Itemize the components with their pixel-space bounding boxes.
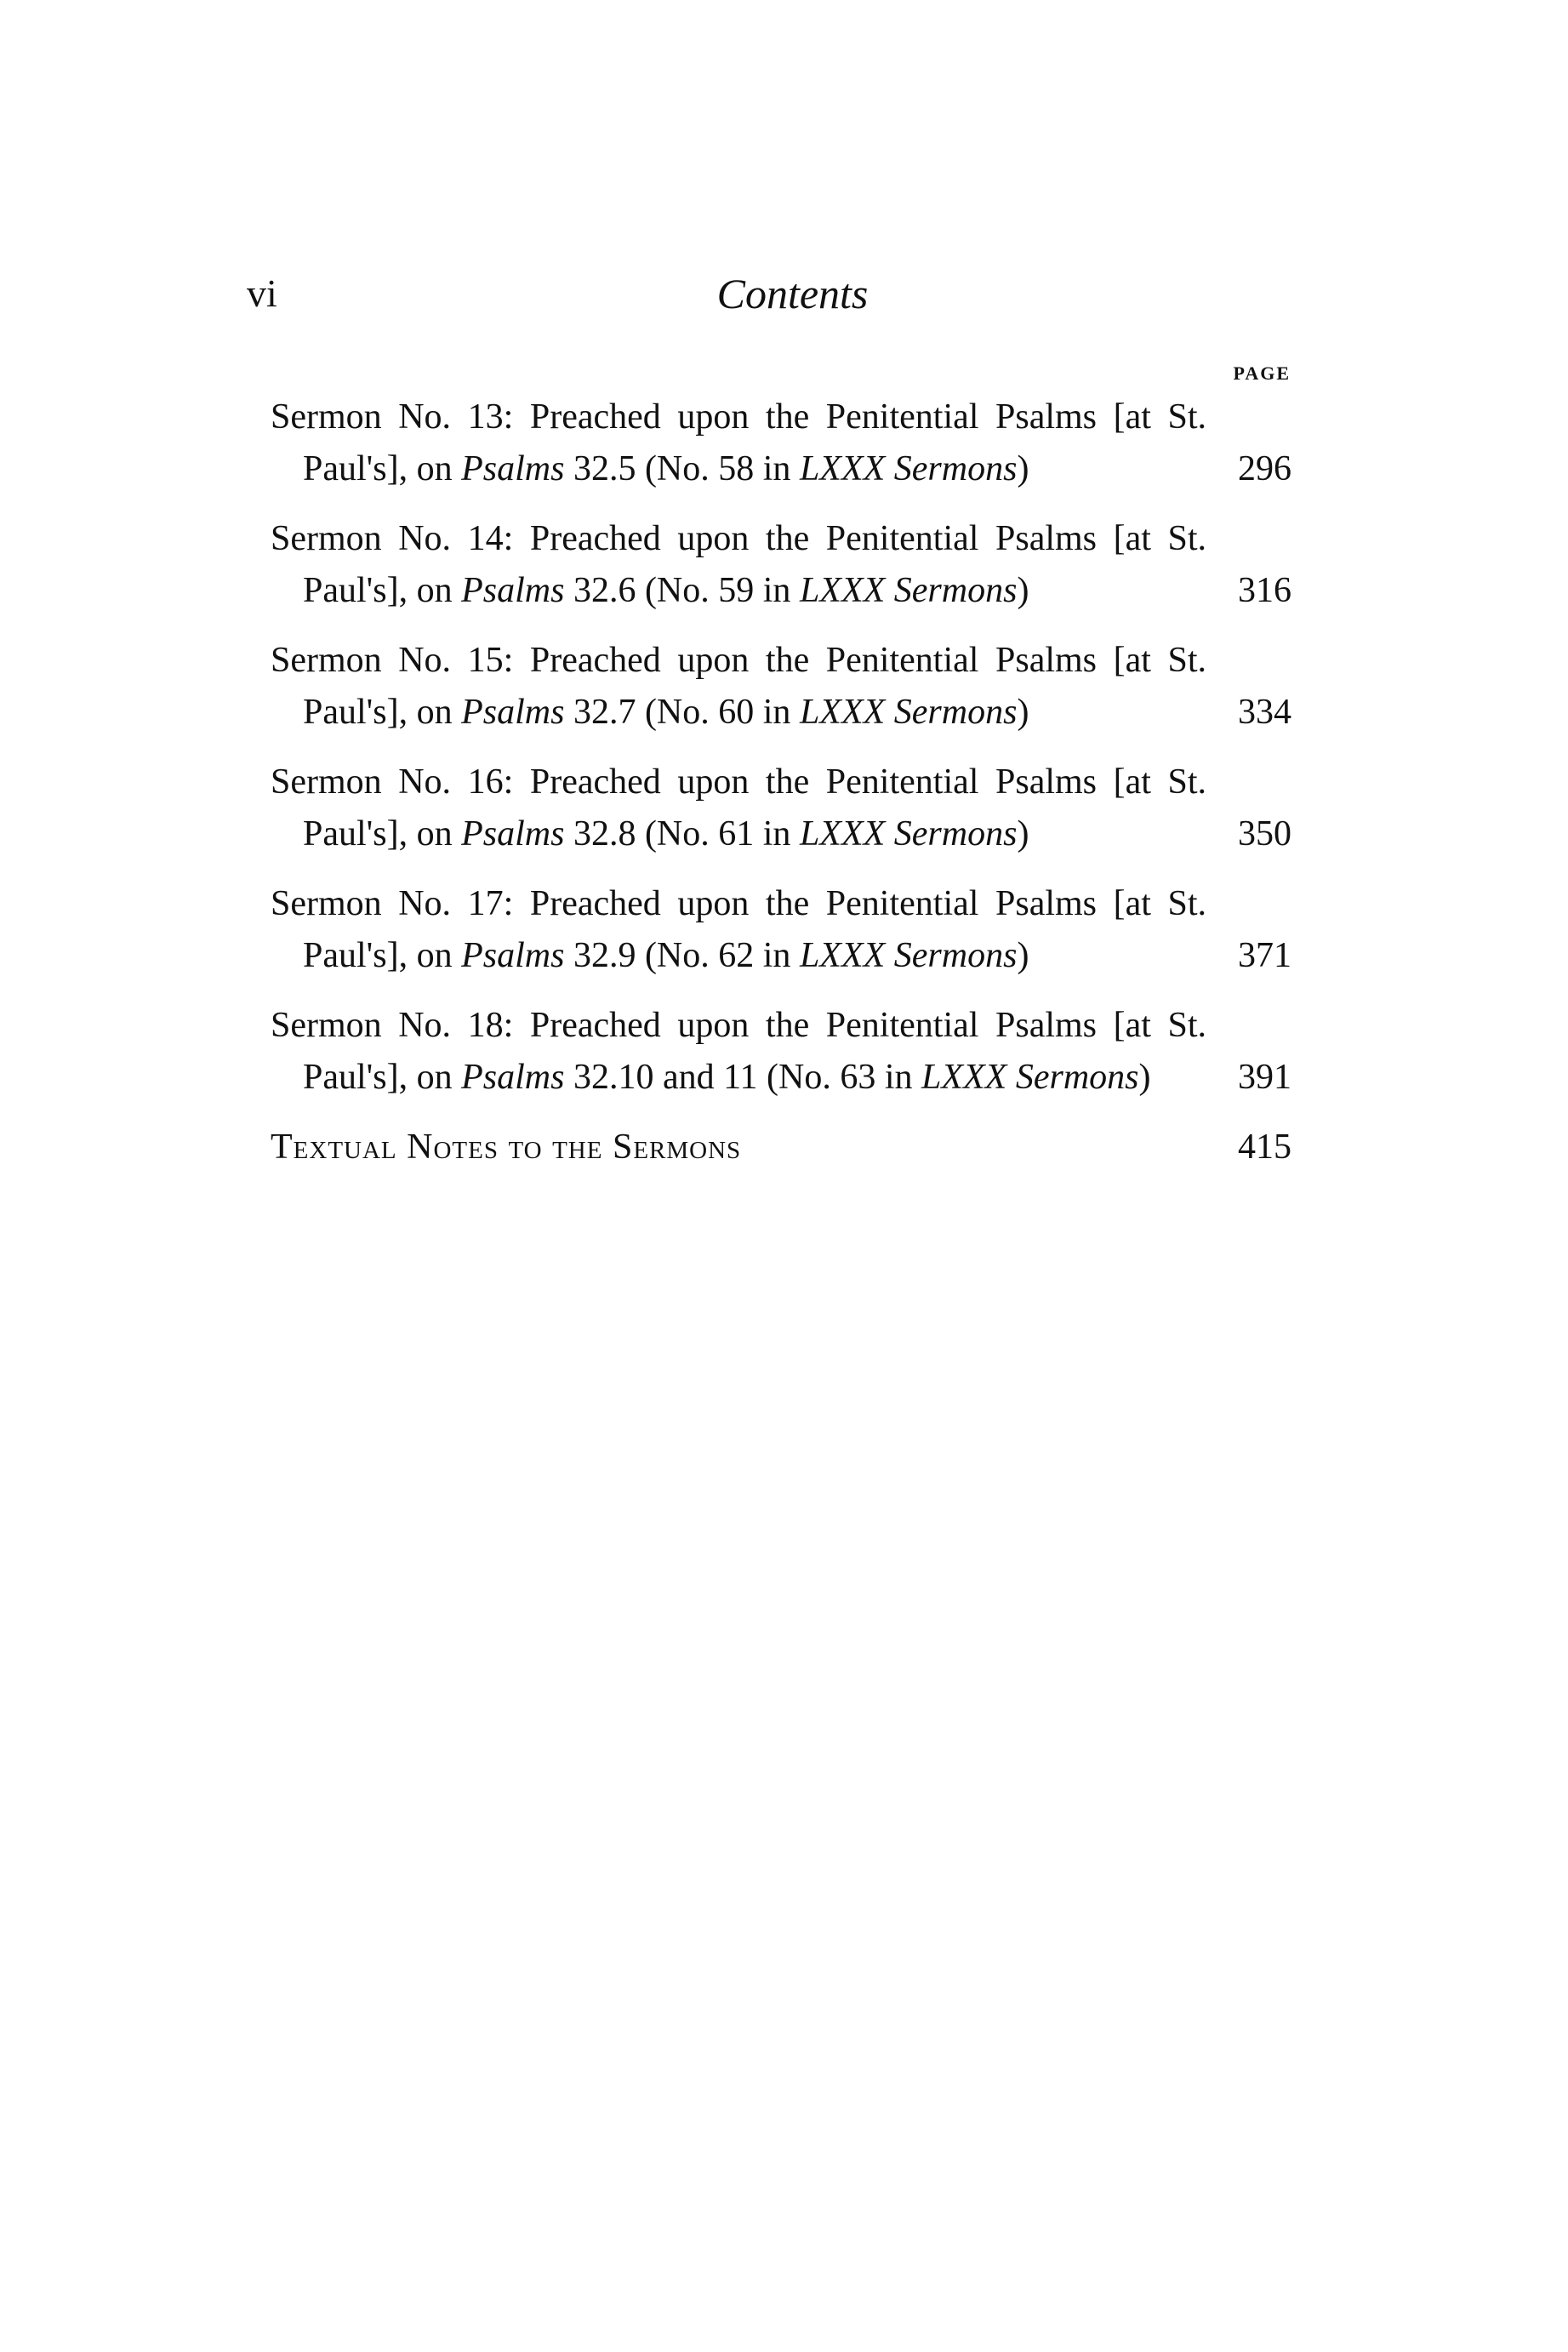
entry-detail-line [271,565,1206,617]
entry-detail-middle: 32.6 (No. 59 in [564,571,800,610]
entry-detail-prefix: Paul's], on [303,936,462,975]
entry-book: Psalms [461,571,565,610]
toc-entry [271,878,1291,982]
entry-title-line: Sermon No. 15: Preached upon the Penitential Psalms [at St. [271,641,1206,680]
entry-page-number: 350 [1238,814,1291,853]
entry-collection: LXXX Sermons [799,449,1018,488]
toc-entry [271,1000,1291,1104]
entry-detail-line [271,808,1206,860]
page-number: vi [247,271,277,315]
toc-entry-textual-notes [271,1122,1291,1173]
entry-book: Psalms [461,936,565,975]
entry-detail-prefix: Paul's], on [303,814,462,853]
entry-title-line: Sermon No. 17: Preached upon the Penitential Psalms [at St. [271,884,1206,923]
entry-collection: LXXX Sermons [799,571,1018,610]
entry-detail-line [271,930,1206,982]
entry-detail-suffix: ) [1017,693,1029,732]
entry-detail-line [271,1052,1206,1104]
toc-entry [271,756,1291,860]
entry-page-number: 316 [1238,571,1291,610]
entry-book: Psalms [461,693,565,732]
textual-notes-page-number: 415 [1238,1127,1291,1167]
entry-book: Psalms [461,1058,565,1097]
entry-collection: LXXX Sermons [799,693,1018,732]
entry-collection: LXXX Sermons [921,1058,1139,1097]
entry-detail-middle: 32.7 (No. 60 in [564,693,800,732]
entry-collection: LXXX Sermons [799,814,1018,853]
entry-book: Psalms [461,449,565,488]
entry-detail-middle: 32.9 (No. 62 in [564,936,800,975]
entry-title-line: Sermon No. 18: Preached upon the Penitential Psalms [at St. [271,1006,1206,1045]
entry-detail-middle: 32.10 and 11 (No. 63 in [564,1058,922,1097]
entry-detail-prefix: Paul's], on [303,449,462,488]
entry-page-number: 296 [1238,449,1291,488]
toc-entry [271,391,1291,495]
entry-detail-suffix: ) [1017,814,1029,853]
entry-detail-middle: 32.5 (No. 58 in [564,449,800,488]
textual-notes-label: Textual Notes to the Sermons [271,1127,742,1167]
entry-collection: LXXX Sermons [799,936,1018,975]
entry-detail-suffix: ) [1017,449,1029,488]
entry-detail-line [271,687,1206,739]
entry-book: Psalms [461,814,565,853]
table-of-contents [271,391,1291,1173]
entry-page-number: 391 [1238,1058,1291,1097]
entry-title-line: Sermon No. 14: Preached upon the Penitential Psalms [at St. [271,519,1206,558]
entry-detail-prefix: Paul's], on [303,1058,462,1097]
entry-detail-line [271,443,1206,495]
entry-detail-suffix: ) [1138,1058,1151,1097]
entry-title-line: Sermon No. 16: Preached upon the Penitential Psalms [at St. [271,762,1206,802]
entry-detail-prefix: Paul's], on [303,693,462,732]
entry-page-number: 371 [1238,936,1291,975]
toc-entry [271,513,1291,617]
page-column-label: PAGE [1233,363,1291,384]
toc-entry [271,635,1291,739]
entry-page-number: 334 [1238,693,1291,732]
entry-detail-suffix: ) [1017,571,1029,610]
entry-detail-suffix: ) [1017,936,1029,975]
running-title: Contents [716,270,869,317]
entry-title-line: Sermon No. 13: Preached upon the Penitential Psalms [at St. [271,397,1206,437]
entry-detail-prefix: Paul's], on [303,571,462,610]
entry-detail-middle: 32.8 (No. 61 in [564,814,800,853]
